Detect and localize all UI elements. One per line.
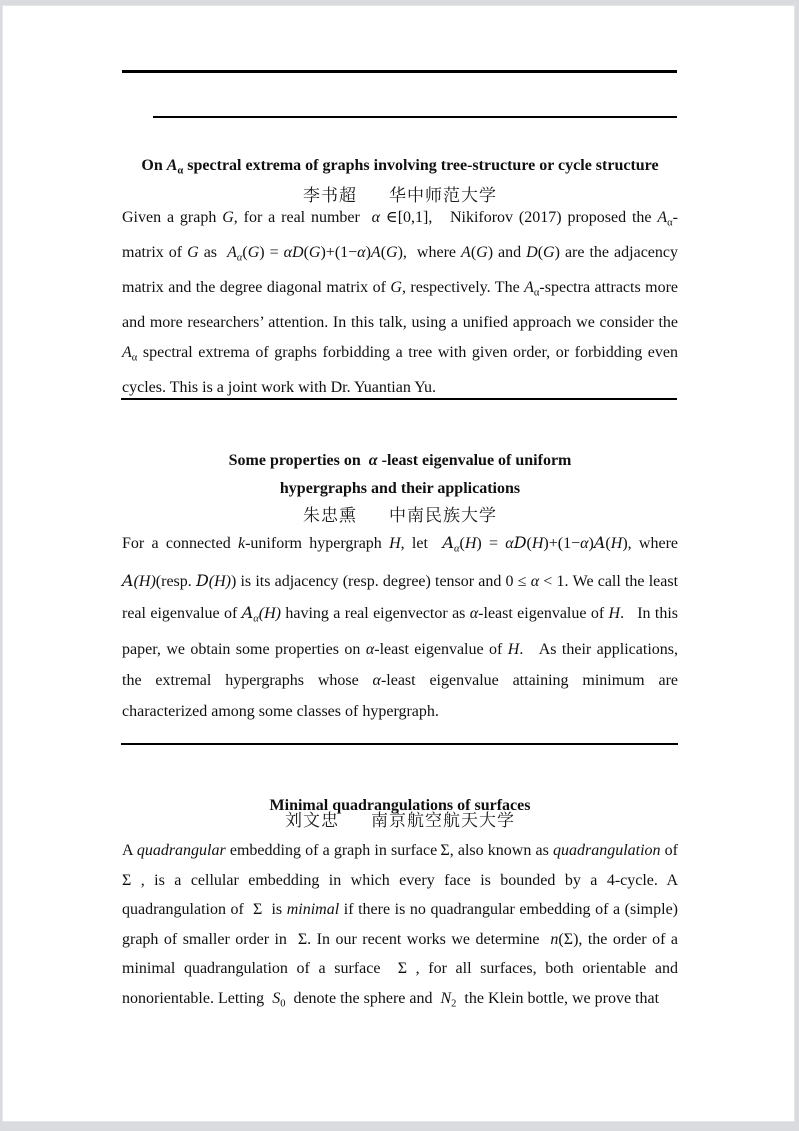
abstract-text: For a connected k-uniform hypergraph H, let $A_\alpha(H) = \alpha D(H)+(1-\alpha)A(H)$, where A(H)(resp. D(H)) is its adjacency (resp. degree) tensor and 0 ≤ α < 1. We call the least real eigenvalue of $A_\alpha(H)$ having a real eigenvector as α-least eigenvalue of H. In this paper, we obtain some properties on α-least eigenvalue of H. As their applications, the extremal hypergraphs whose α-least eigenvalue attaining minimum are characterized among some classes of hypergraph.	[122, 533, 679, 720]
section-divider	[121, 743, 678, 745]
author-affiliation: 华中师范大学	[389, 186, 497, 205]
talk-title: On $A_\alpha$ spectral extrema of graphs involving tree-structure or cycle structure	[141, 157, 659, 177]
author-line	[122, 501, 678, 526]
author-affiliation: 中南民族大学	[389, 506, 497, 525]
author-line	[122, 806, 678, 831]
abstract-text: A quadrangular embedding of a graph in surface Σ, also known as quadrangulation of Σ , is a cellular embedding in which every face is bounded by a 4-cycle. A quadrangulation of Σ is minimal if there is no quadrangular embedding of a (simple) graph of smaller order in Σ. In our recent works we determine n(Σ), the order of a minimal quadrangulation of a surface Σ , for all surfaces, both orientable and nonorientable. Letting $S_0$ denote the sphere and $N_2$ the Klein bottle, we prove that	[122, 842, 679, 1009]
top-rule	[122, 70, 677, 73]
author-name: 李书超	[303, 186, 357, 205]
talk-title: Some properties on α -least eigenvalue of uniform hypergraphs and their applications	[228, 452, 572, 498]
author-name: 朱忠熏	[303, 506, 357, 525]
author-name: 刘文忠	[285, 811, 339, 830]
header-rule	[153, 116, 677, 118]
talk-title: Minimal quadrangulations of surfaces	[269, 797, 531, 815]
section-divider	[121, 398, 677, 400]
author-affiliation: 南京航空航天大学	[371, 811, 515, 830]
abstract-text: Given a graph G, for a real number α ∈[0,1], Nikiforov (2017) proposed the $A_\alpha$-matrix of G as $A_\alpha(G) = \alpha D(G)+(1-\alpha)A(G)$, where A(G) and D(G) are the adjacency matrix and the degree diagonal matrix of G, respectively. The $A_\alpha$-spectra attracts more and more researchers’ attention. In this talk, using a unified approach we consider the $A_\alpha$ spectral extrema of graphs forbidding a tree with given order, or forbidding even cycles. This is a joint work with Dr. Yuantian Yu.	[122, 209, 679, 396]
